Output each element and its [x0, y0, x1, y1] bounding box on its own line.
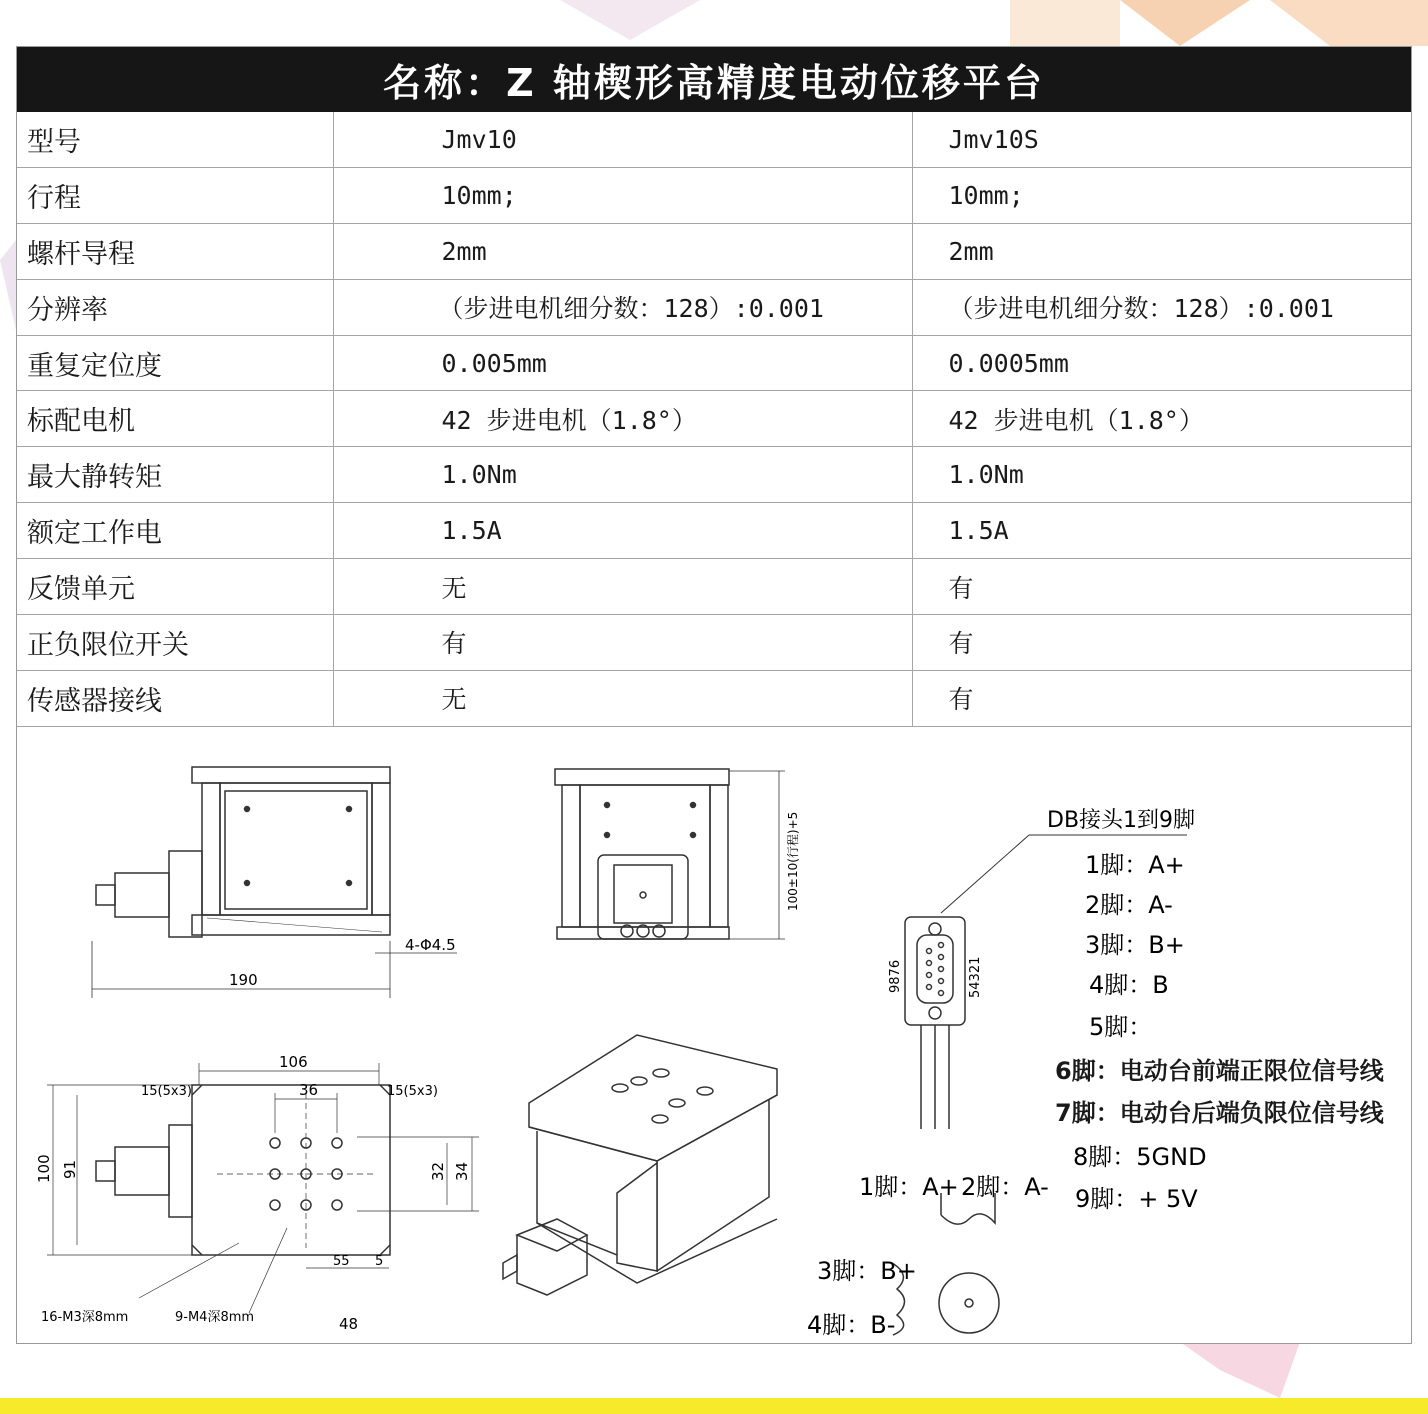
value-a: Jmv10: [333, 112, 912, 167]
row-label: 重复定位度: [17, 335, 333, 391]
table-row: [17, 391, 1411, 447]
table-row: [17, 223, 1411, 279]
pin-label: 8脚：5GND: [1073, 1143, 1207, 1171]
front-dim-width: 190: [229, 971, 258, 989]
pin-label: 7脚：电动台后端负限位信号线: [1055, 1099, 1384, 1127]
pin-label: 1脚：A+: [1085, 851, 1185, 879]
value-b: 0.0005mm: [912, 335, 1411, 391]
value-a: 0.005mm: [333, 335, 912, 391]
row-label: 型号: [17, 112, 333, 167]
top-dim-r2: 34: [453, 1161, 471, 1181]
table-row: [17, 112, 1411, 167]
connector-pins-right: 54321: [968, 956, 983, 998]
value-a: 1.0Nm: [333, 447, 912, 503]
note-m4: 9-M4深8mm: [175, 1310, 255, 1325]
value-b: 有: [912, 559, 1411, 615]
value-a: 1.5A: [333, 503, 912, 559]
table-row: [17, 615, 1411, 671]
front-dim-holes: 4-Φ4.5: [405, 936, 456, 954]
top-dim-small: 55: [333, 1254, 350, 1269]
table-row: [17, 167, 1411, 223]
pin-label: 5脚：: [1089, 1013, 1153, 1041]
value-b: 1.5A: [912, 503, 1411, 559]
value-b: 1.0Nm: [912, 447, 1411, 503]
top-view-drawing: [47, 1063, 479, 1313]
pin-label: 9脚：+ 5V: [1075, 1185, 1198, 1213]
pin-label: 4脚：B: [1089, 971, 1169, 999]
value-b: 10mm;: [912, 167, 1411, 223]
row-label: 行程: [17, 167, 333, 223]
value-a: 无: [333, 559, 912, 615]
side-dim-height: 100±10(行程)+5: [786, 811, 800, 911]
value-b: 有: [912, 615, 1411, 671]
value-a: 10mm;: [333, 167, 912, 223]
top-dim-h-outer: 100: [35, 1154, 53, 1183]
top-dim-mid: 36: [299, 1081, 319, 1099]
value-b: Jmv10S: [912, 112, 1411, 167]
value-a: 42 步进电机（1.8°）: [333, 391, 912, 447]
value-a: 无: [333, 670, 912, 726]
top-dim-small2: 5: [375, 1254, 384, 1269]
value-a: （步进电机细分数：128）:0.001: [333, 279, 912, 335]
wiring-b-minus: 4脚：B-: [807, 1311, 896, 1339]
top-dim-h-inner: 91: [61, 1159, 79, 1179]
value-a: 有: [333, 615, 912, 671]
top-dim-bottom: 48: [339, 1315, 359, 1333]
table-row: [17, 279, 1411, 335]
pin-label: 6脚：电动台前端正限位信号线: [1055, 1057, 1384, 1085]
row-label: 传感器接线: [17, 670, 333, 726]
connector-header: DB接头1到9脚: [1047, 808, 1196, 833]
table-row: [17, 670, 1411, 726]
top-dim-right: 15(5x3): [387, 1084, 438, 1099]
top-dim-top: 106: [279, 1053, 308, 1071]
row-label: 反馈单元: [17, 559, 333, 615]
wiring-a-minus: 2脚：A-: [961, 1173, 1049, 1201]
connector-pins-left: 9876: [888, 959, 903, 993]
table-row: [17, 503, 1411, 559]
isometric-view-drawing: [503, 1035, 777, 1295]
value-a: 2mm: [333, 223, 912, 279]
pin-label: 3脚：B+: [1085, 931, 1185, 959]
note-m3: 16-M3深8mm: [41, 1310, 129, 1325]
value-b: （步进电机细分数：128）:0.001: [912, 279, 1411, 335]
table-row: [17, 559, 1411, 615]
value-b: 2mm: [912, 223, 1411, 279]
value-b: 42 步进电机（1.8°）: [912, 391, 1411, 447]
side-view-drawing: [555, 769, 785, 939]
row-label: 额定工作电: [17, 503, 333, 559]
top-dim-left: 15(5x3): [141, 1084, 192, 1099]
spec-table: [17, 112, 1411, 727]
row-label: 分辨率: [17, 279, 333, 335]
table-row: [17, 447, 1411, 503]
row-label: 标配电机: [17, 391, 333, 447]
front-view-drawing: [92, 767, 457, 998]
row-label: 螺杆导程: [17, 223, 333, 279]
bottom-accent-band: [0, 1398, 1428, 1414]
row-label: 正负限位开关: [17, 615, 333, 671]
row-label: 最大静转矩: [17, 447, 333, 503]
spec-sheet: [16, 46, 1412, 1344]
technical-drawings: [17, 723, 1411, 1343]
value-b: 有: [912, 670, 1411, 726]
table-row: [17, 335, 1411, 391]
page-title: 名称：Z 轴楔形高精度电动位移平台: [17, 47, 1411, 112]
wiring-b-plus: 3脚：B+: [817, 1257, 917, 1285]
wiring-a-plus: 1脚：A+: [859, 1173, 959, 1201]
top-dim-r1: 32: [429, 1161, 447, 1181]
pin-label: 2脚：A-: [1085, 891, 1173, 919]
